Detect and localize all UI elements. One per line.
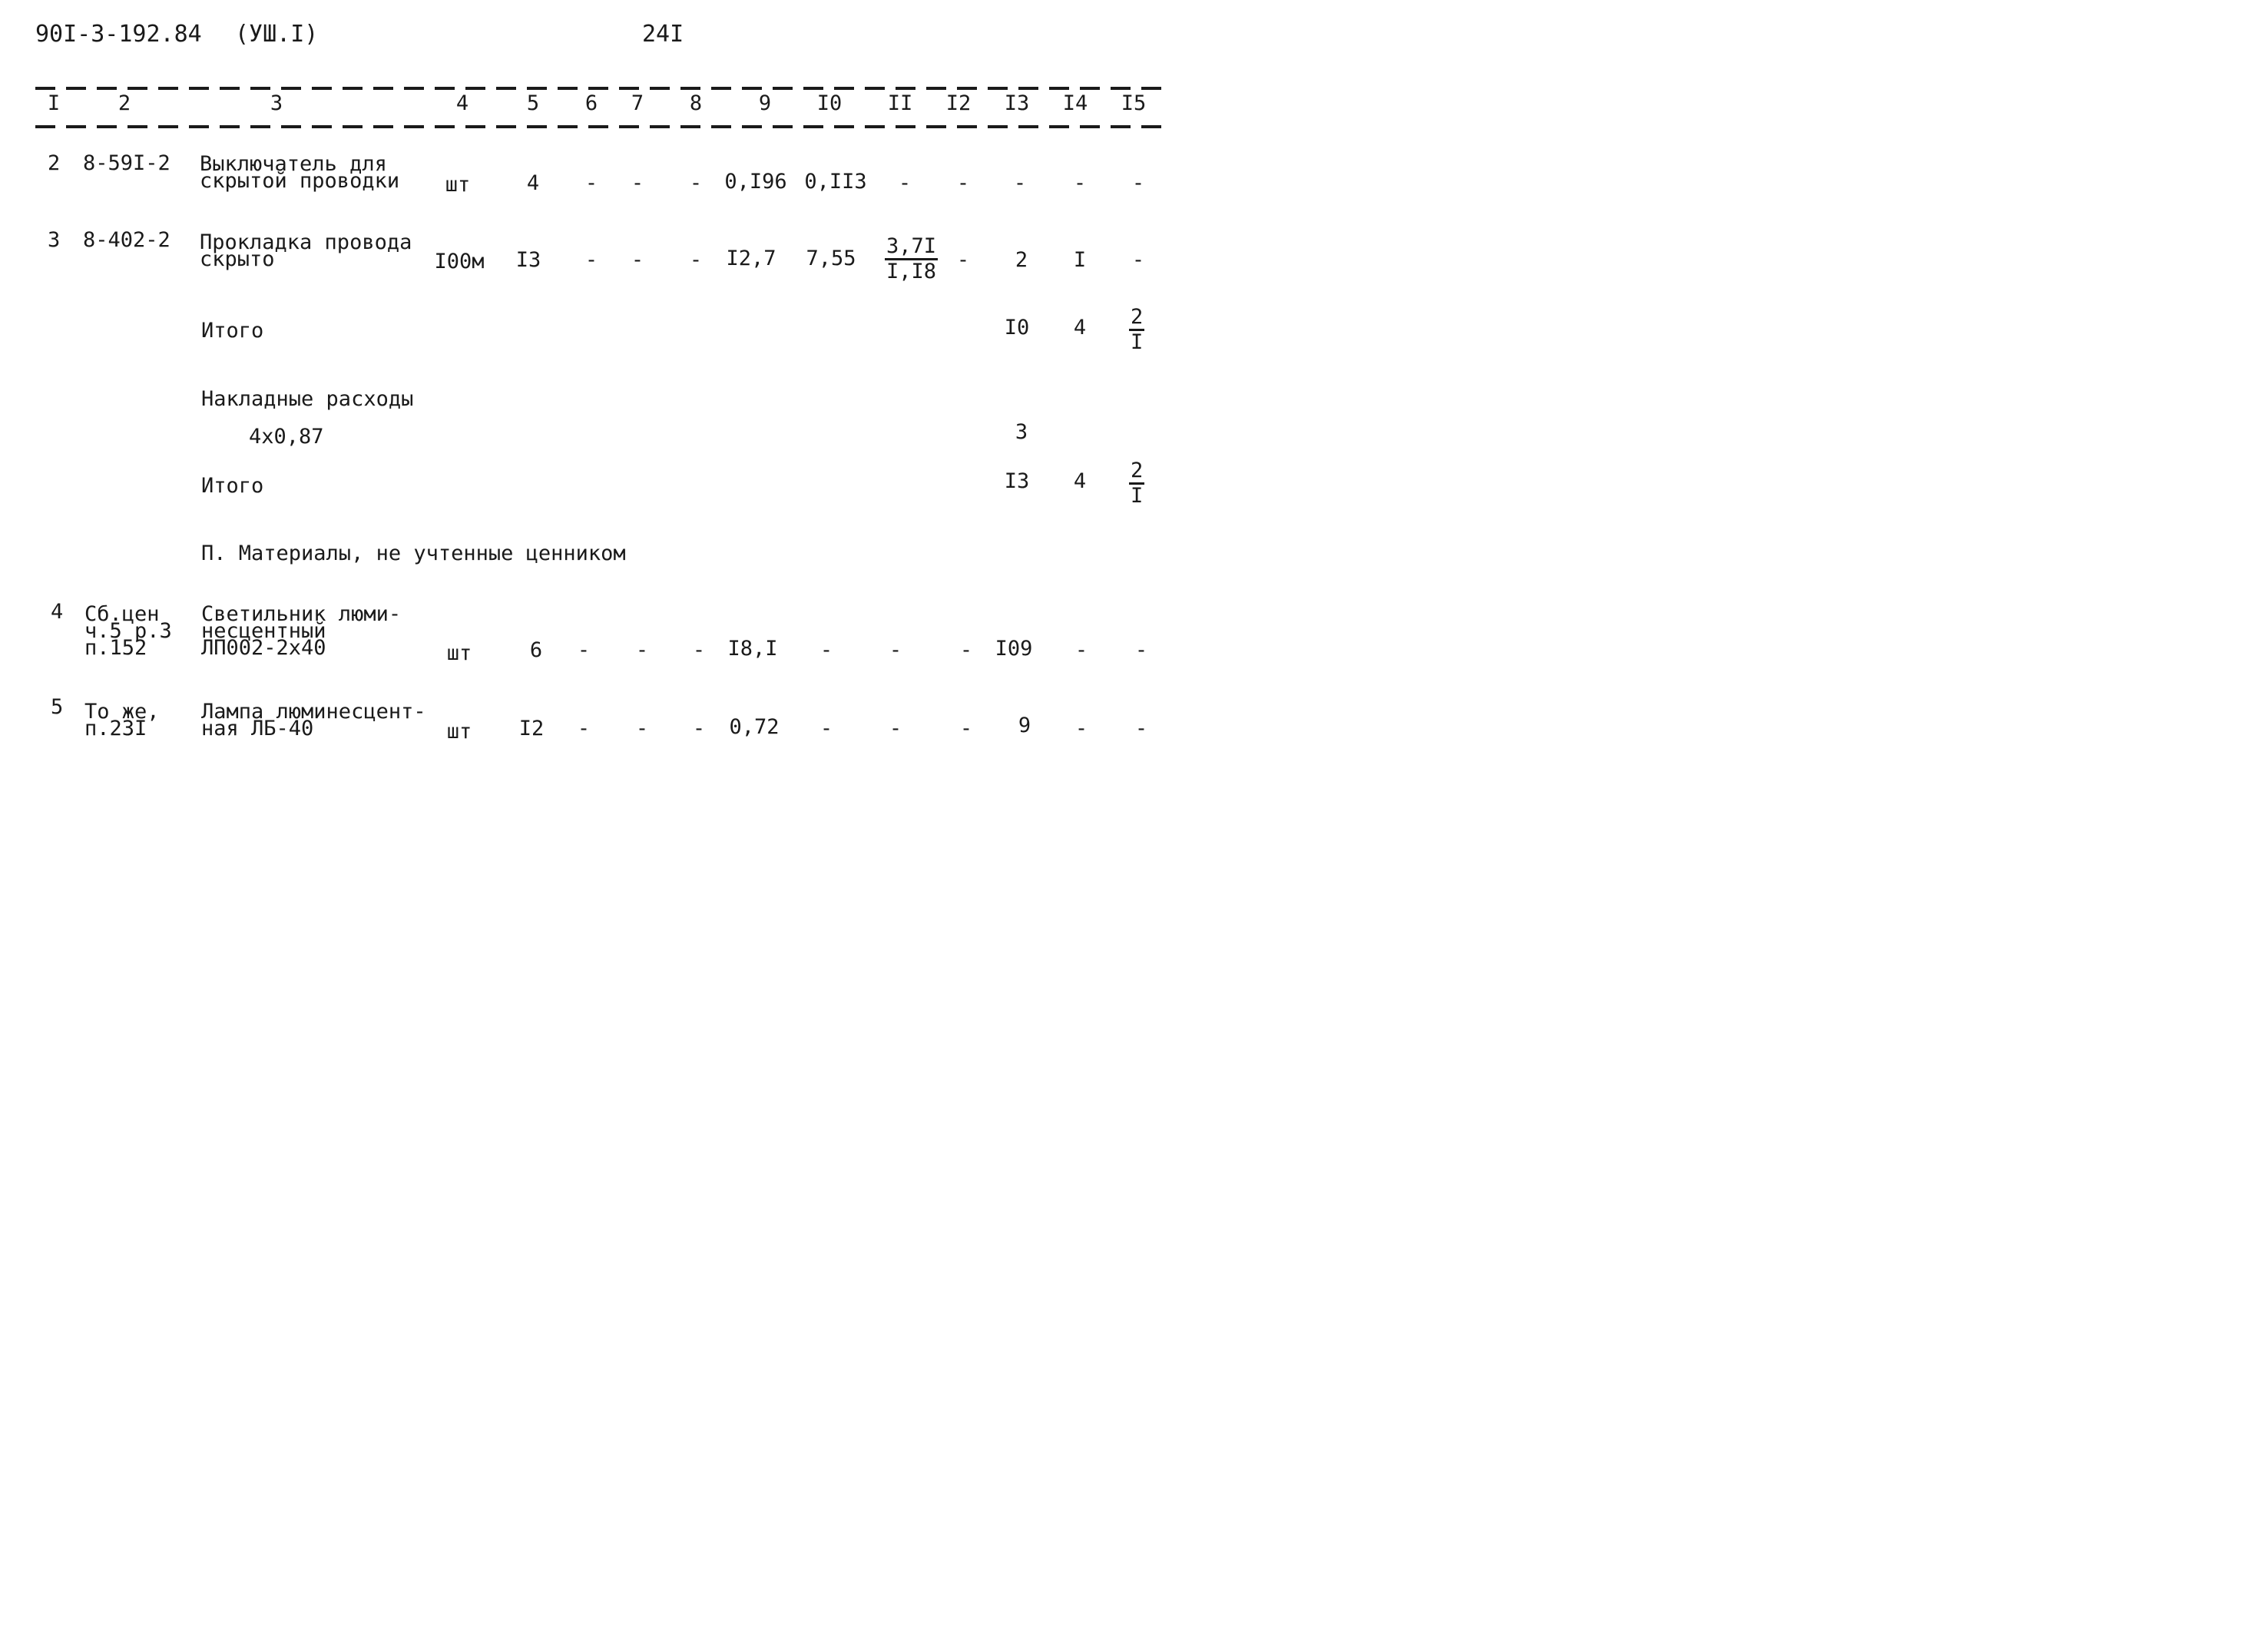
cell-col9: 0,I96	[724, 170, 787, 194]
column-header: I3	[1004, 91, 1030, 115]
item-name: Прокладка провода скрыто	[200, 230, 412, 271]
cell-col8: -	[689, 171, 703, 195]
item-name: Лампа люминесцент- ная ЛБ-40	[201, 700, 426, 740]
cell-col8: -	[692, 638, 706, 662]
cell-col12: -	[959, 638, 973, 662]
column-header: 6	[584, 91, 598, 115]
quantity: 4	[526, 171, 540, 195]
fraction-numerator: 2	[1129, 307, 1144, 331]
column-header: I2	[945, 91, 972, 115]
header-top-rule	[35, 87, 1170, 90]
unit: шт	[446, 720, 472, 744]
cell-col10: -	[819, 638, 833, 662]
column-header: 7	[631, 91, 644, 115]
cell-col14: -	[1073, 171, 1087, 195]
price-code: Сб.цен ч.5 р.3 п.152	[84, 602, 172, 660]
section-label: (УШ.I)	[235, 21, 319, 48]
cell-col6: -	[584, 171, 598, 195]
cell-col11: -	[889, 638, 902, 662]
unit: шт	[446, 641, 472, 665]
column-header: 5	[526, 91, 540, 115]
section-title: П. Материалы, не учтенные ценником	[201, 542, 626, 565]
cell-col14: 4	[1073, 316, 1087, 340]
cell-col14: 4	[1073, 469, 1087, 493]
page-number: 24I	[642, 21, 684, 48]
fraction-col15	[1129, 307, 1144, 353]
cell-col13: I09	[995, 637, 1033, 661]
column-header: 8	[689, 91, 703, 115]
cell-col13: I3	[1004, 469, 1030, 493]
column-header: 2	[118, 91, 131, 115]
fraction-col11	[885, 234, 938, 283]
item-name: Выключатель для скрытой проводки	[200, 152, 400, 193]
cell-col7: -	[631, 248, 644, 272]
cell-col10: 0,II3	[804, 170, 867, 194]
header-bottom-rule	[35, 125, 1170, 128]
cell-col12: -	[956, 248, 970, 272]
cell-col10: 7,55	[806, 247, 856, 270]
column-header: 4	[455, 91, 469, 115]
cell-col7: -	[635, 717, 649, 740]
cell-col9: I2,7	[726, 247, 776, 270]
cell-col15: -	[1131, 171, 1145, 195]
cell-col7: -	[631, 171, 644, 195]
cell-col15: -	[1134, 717, 1148, 740]
cell-col14: -	[1074, 638, 1088, 662]
cell-col6: -	[577, 638, 591, 662]
column-header: II	[887, 91, 913, 115]
cell-col9: I8,I	[727, 637, 778, 661]
cell-col6: -	[577, 717, 591, 740]
column-header: I	[47, 91, 61, 115]
overhead-label: Накладные расходы	[201, 387, 414, 411]
cell-col11: -	[889, 717, 902, 740]
cell-col8: -	[689, 248, 703, 272]
column-header: I4	[1062, 91, 1088, 115]
unit: шт	[445, 173, 471, 197]
cell-col12: -	[959, 717, 973, 740]
fraction-denominator: I	[1131, 484, 1144, 508]
cell-col10: -	[819, 717, 833, 740]
item-name: Светильник люми- несцентный ЛП002-2х40	[201, 602, 402, 660]
document-code: 90I-3-192.84	[35, 21, 202, 48]
price-code: То же, п.23I	[84, 700, 160, 740]
row-number: 2	[48, 151, 61, 175]
cell-col6: -	[584, 248, 598, 272]
fraction-denominator: I	[1131, 330, 1144, 354]
quantity: I3	[515, 248, 541, 272]
cell-col13: 2	[1015, 248, 1028, 272]
cell-col9: 0,72	[729, 715, 780, 739]
fraction-numerator: 3,7I	[885, 237, 938, 260]
cell-col13: -	[1013, 171, 1027, 195]
cell-col15: -	[1131, 248, 1145, 272]
column-header: I5	[1121, 91, 1147, 115]
cell-col7: -	[635, 638, 649, 662]
quantity: I2	[518, 717, 545, 740]
cell-col8: -	[692, 717, 706, 740]
cell-col14: I	[1073, 248, 1087, 272]
quantity: 6	[529, 638, 543, 662]
fraction-denominator: I,I8	[886, 260, 937, 283]
row-number: 3	[48, 228, 61, 252]
subtotal-label: Итого	[201, 474, 264, 498]
overhead-formula: 4x0,87	[249, 425, 324, 449]
cell-col11: -	[898, 171, 912, 195]
cell-col15: -	[1134, 638, 1148, 662]
subtotal-label: Итого	[201, 319, 264, 343]
row-number: 5	[51, 695, 64, 719]
fraction-col15	[1129, 461, 1144, 506]
column-header: 9	[758, 91, 772, 115]
cell-col13: 3	[1015, 420, 1028, 444]
unit: I00м	[434, 250, 485, 273]
fraction-numerator: 2	[1129, 461, 1144, 485]
cell-col13: 9	[1018, 714, 1031, 737]
price-code: 8-59I-2	[83, 151, 171, 175]
cell-col14: -	[1074, 717, 1088, 740]
cell-col12: -	[956, 171, 970, 195]
column-header: 3	[270, 91, 283, 115]
row-number: 4	[51, 600, 64, 624]
price-code: 8-402-2	[83, 228, 171, 252]
column-header: I0	[816, 91, 843, 115]
cell-col13: I0	[1004, 316, 1030, 340]
